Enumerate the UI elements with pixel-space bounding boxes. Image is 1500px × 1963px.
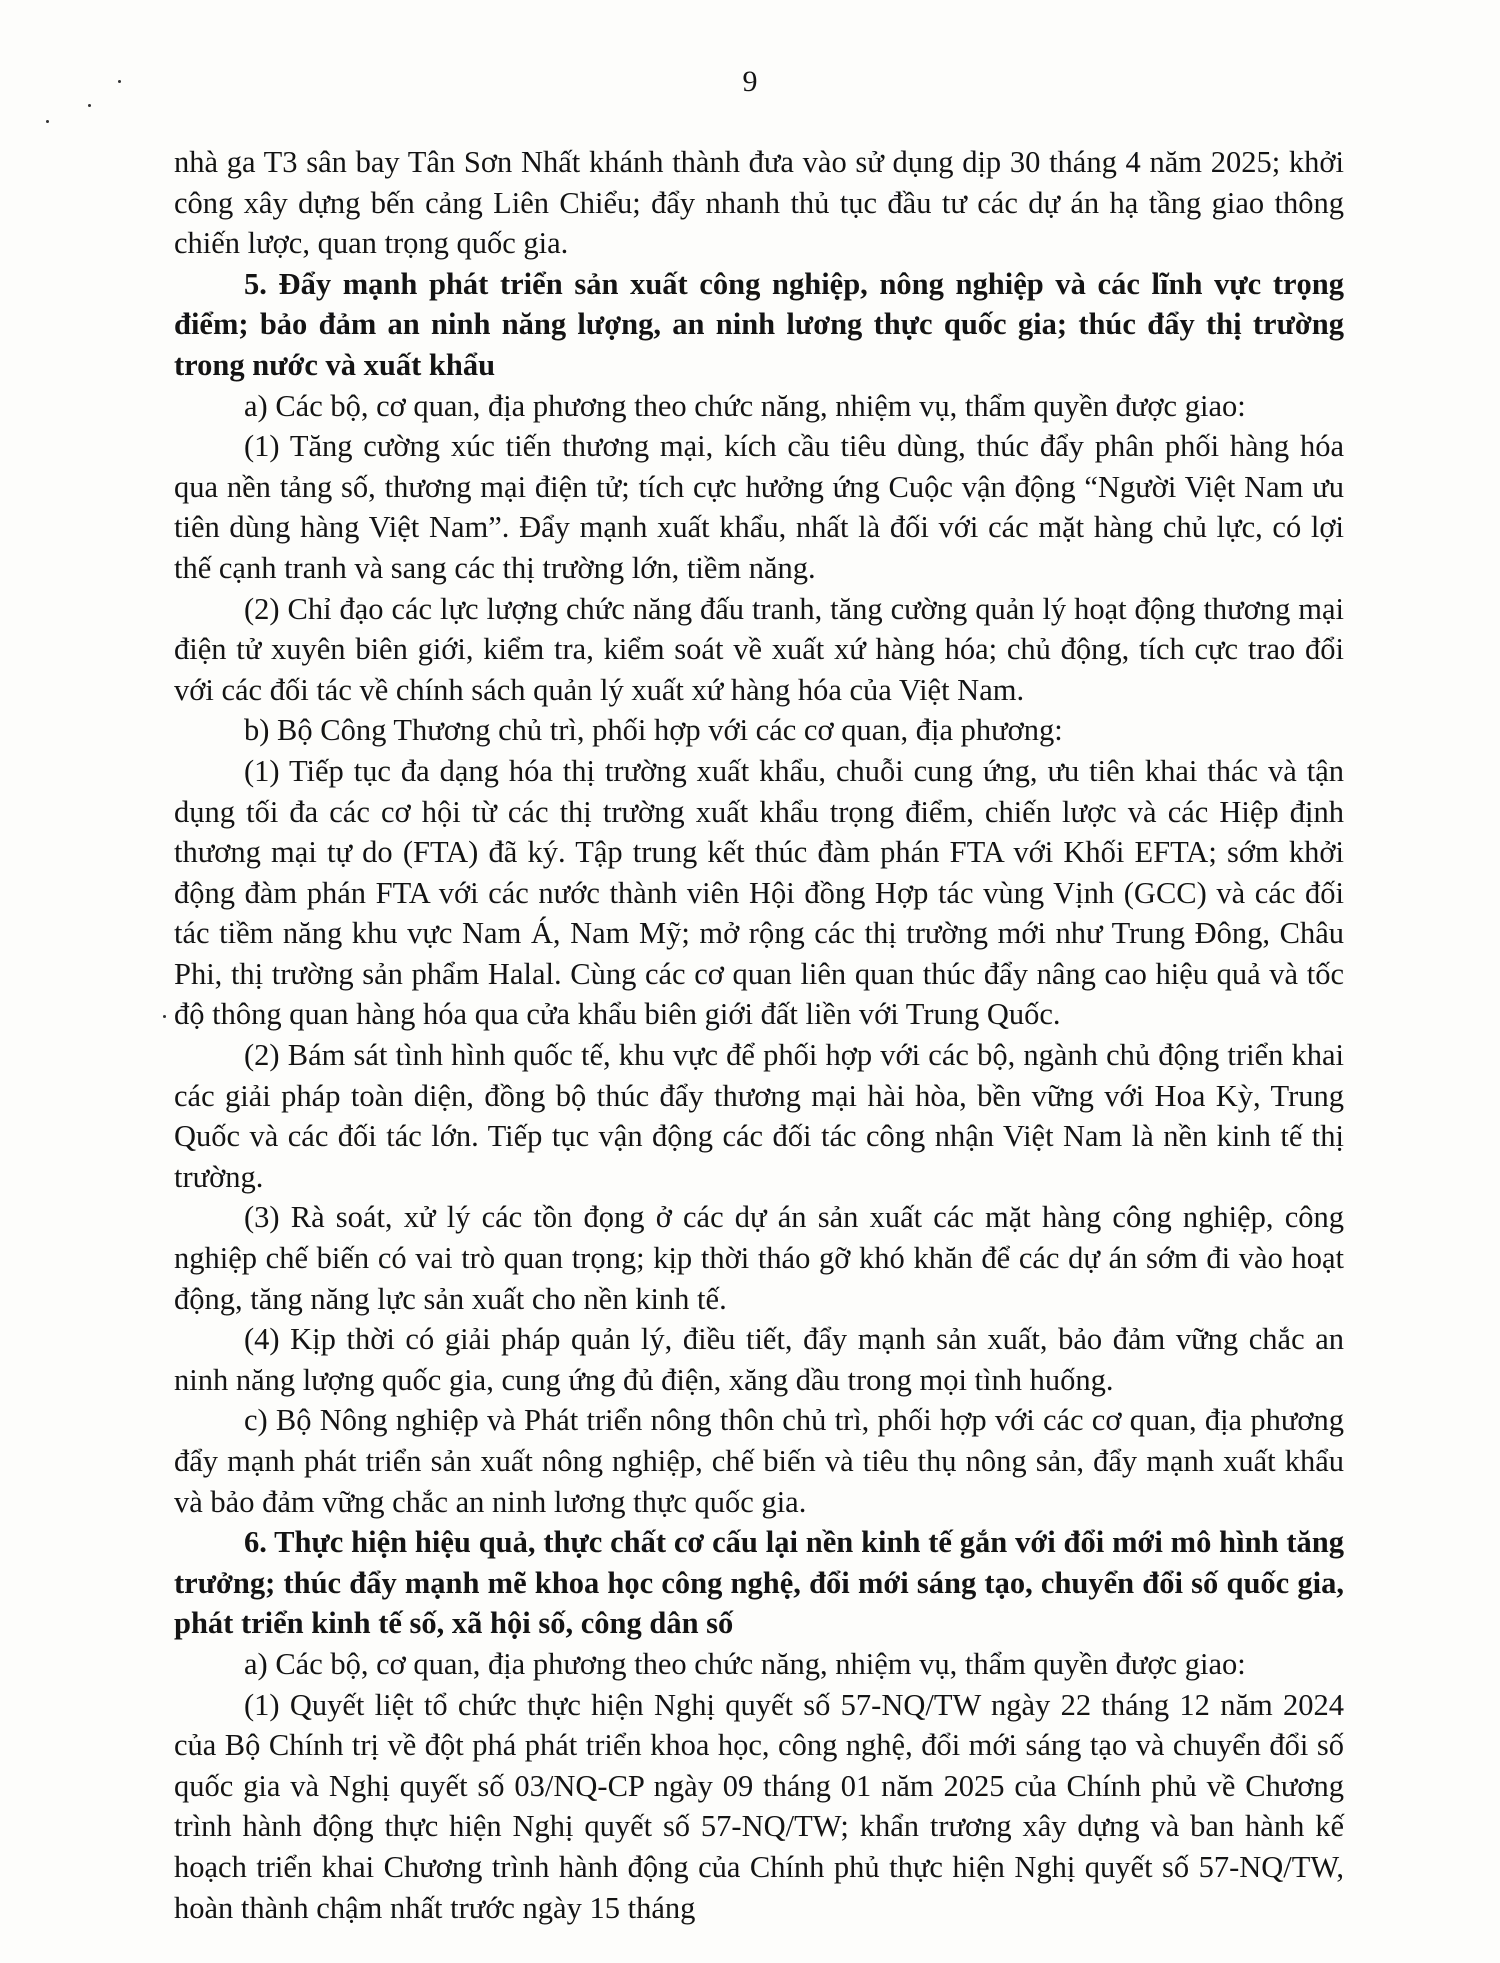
paragraph: (1) Quyết liệt tổ chức thực hiện Nghị quyết số 57-NQ/TW ngày 22 tháng 12 năm 2024 của Bộ Chính trị về đột phá phát triển khoa học, công nghệ, đổi mới sáng tạo và chuyển đổi số quốc gia và Nghị quyết số 03/NQ-CP ngày 09 tháng 01 năm 2025 của Chính phủ về Chương trình hành động thực hiện Nghị quyết số 57-NQ/TW; khẩn trương xây dựng và ban hành kế hoạch triển khai Chương trình hành động của Chính phủ thực hiện Nghị quyết số 57-NQ/TW, hoàn thành chậm nhất trước ngày 15 tháng (174, 1687, 1344, 1925)
paragraph: (4) Kịp thời có giải pháp quản lý, điều tiết, đẩy mạnh sản xuất, bảo đảm vững chắc an ninh năng lượng quốc gia, cung ứng đủ điện, xăng dầu trong mọi tình huống. (174, 1322, 1344, 1397)
scan-speck (46, 120, 49, 123)
document-body (174, 142, 1344, 1928)
paragraph: (2) Bám sát tình hình quốc tế, khu vực để phối hợp với các bộ, ngành chủ động triển khai các giải pháp toàn diện, đồng bộ thúc đẩy thương mại hài hòa, bền vững với Hoa Kỳ, Trung Quốc và các đối tác lớn. Tiếp tục vận động các đối tác công nhận Việt Nam là nền kinh tế thị trường. (174, 1038, 1344, 1194)
paragraph: a) Các bộ, cơ quan, địa phương theo chức năng, nhiệm vụ, thẩm quyền được giao: (244, 1646, 1246, 1681)
paragraph: (1) Tiếp tục đa dạng hóa thị trường xuất khẩu, chuỗi cung ứng, ưu tiên khai thác và tận dụng tối đa các cơ hội từ các thị trường xuất khẩu trọng điểm, chiến lược và các Hiệp định thương mại tự do (FTA) đã ký. Tập trung kết thúc đàm phán FTA với Khối EFTA; sớm khởi động đàm phán FTA với các nước thành viên Hội đồng Hợp tác vùng Vịnh (GCC) và các đối tác tiềm năng khu vực Nam Á, Nam Mỹ; mở rộng các thị trường mới như Trung Đông, Châu Phi, thị trường sản phẩm Halal. Cùng các cơ quan liên quan thúc đẩy nâng cao hiệu quả và tốc độ thông quan hàng hóa qua cửa khẩu biên giới đất liền với Trung Quốc. (174, 753, 1344, 1032)
scan-speck (88, 104, 91, 107)
paragraph: (1) Tăng cường xúc tiến thương mại, kích cầu tiêu dùng, thúc đẩy phân phối hàng hóa qua nền tảng số, thương mại điện tử; tích cực hưởng ứng Cuộc vận động “Người Việt Nam ưu tiên dùng hàng Việt Nam”. Đẩy mạnh xuất khẩu, nhất là đối với các mặt hàng chủ lực, có lợi thế cạnh tranh và sang các thị trường lớn, tiềm năng. (174, 429, 1344, 585)
paragraph: (3) Rà soát, xử lý các tồn đọng ở các dự án sản xuất các mặt hàng công nghiệp, công nghiệp chế biến có vai trò quan trọng; kịp thời tháo gỡ khó khăn để các dự án sớm đi vào hoạt động, tăng năng lực sản xuất cho nền kinh tế. (174, 1200, 1344, 1316)
paragraph: (2) Chỉ đạo các lực lượng chức năng đấu tranh, tăng cường quản lý hoạt động thương mại điện tử xuyên biên giới, kiểm tra, kiểm soát về xuất xứ hàng hóa; chủ động, tích cực trao đổi với các đối tác về chính sách quản lý xuất xứ hàng hóa của Việt Nam. (174, 591, 1344, 707)
scan-speck (163, 1015, 166, 1018)
page-number: 9 (742, 65, 758, 98)
paragraph: c) Bộ Nông nghiệp và Phát triển nông thôn chủ trì, phối hợp với các cơ quan, địa phương đẩy mạnh phát triển sản xuất nông nghiệp, chế biến và tiêu thụ nông sản, đẩy mạnh xuất khẩu và bảo đảm vững chắc an ninh lương thực quốc gia. (174, 1403, 1344, 1519)
paragraph: a) Các bộ, cơ quan, địa phương theo chức năng, nhiệm vụ, thẩm quyền được giao: (244, 388, 1246, 423)
paragraph-continuation: nhà ga T3 sân bay Tân Sơn Nhất khánh thành đưa vào sử dụng dịp 30 tháng 4 năm 2025; khởi công xây dựng bến cảng Liên Chiểu; đẩy nhanh thủ tục đầu tư các dự án hạ tầng giao thông chiến lược, quan trọng quốc gia. (174, 145, 1344, 261)
section-heading-6: 6. Thực hiện hiệu quả, thực chất cơ cấu lại nền kinh tế gắn với đổi mới mô hình tăng trưởng; thúc đẩy mạnh mẽ khoa học công nghệ, đổi mới sáng tạo, chuyển đổi số quốc gia, phát triển kinh tế số, xã hội số, công dân số (174, 1525, 1344, 1641)
section-heading-5: 5. Đẩy mạnh phát triển sản xuất công nghiệp, nông nghiệp và các lĩnh vực trọng điểm; bảo đảm an ninh năng lượng, an ninh lương thực quốc gia; thúc đẩy thị trường trong nước và xuất khẩu (174, 266, 1344, 382)
paragraph: b) Bộ Công Thương chủ trì, phối hợp với các cơ quan, địa phương: (244, 713, 1063, 748)
